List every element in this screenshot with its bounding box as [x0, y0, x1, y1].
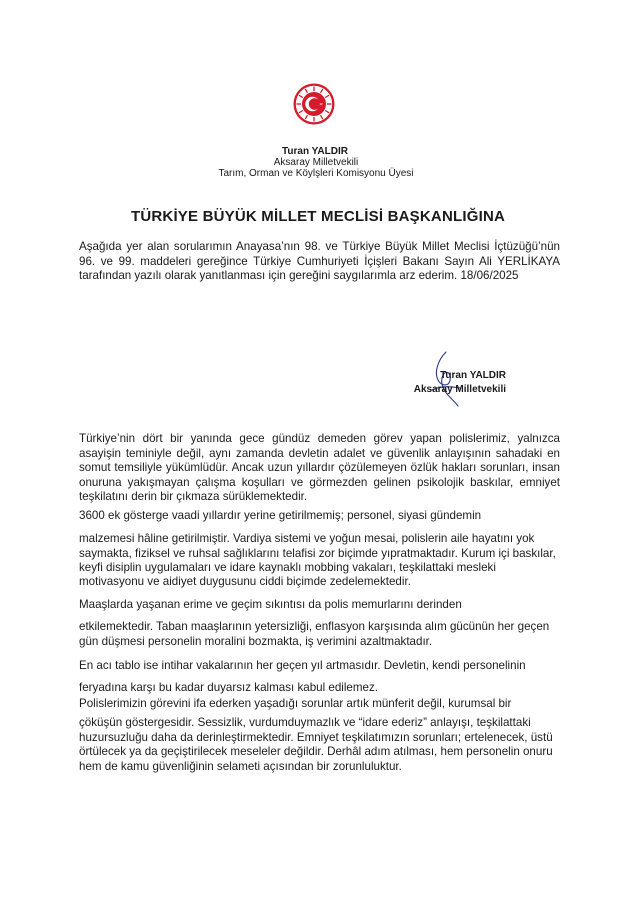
body-paragraph-4-rest: feryadına karşı bu kadar duyarsız kalması kabul edilemez.: [79, 681, 379, 695]
body-paragraph-3-first-line: Maaşlarda yaşanan erime ve geçim sıkıntısı da polis memurlarını derinden: [79, 598, 462, 611]
body-paragraph-1: Türkiye’nin dört bir yanında gece gündüz demeden görev yapan polislerimiz, yalnızca asayişin teminiyle değil, aynı zamanda devletin adalet ve güvenlik anlayışının sahadaki en somut temsiliyle yükümlüdür. Ancak uzun yıllardır çözülemeyen özlük hakları sorunları, insan onuruna yakışmayan çalışma koşulları ve görmezden gelinen psikolojik baskılar, emniyet teşkilatını derin bir çıkmaza sürüklemektedir.: [79, 432, 560, 503]
mp-committee: Tarım, Orman ve Köylşleri Komisyonu Üyesi: [218, 168, 414, 179]
document-title: TÜRKİYE BÜYÜK MİLLET MECLİSİ BAŞKANLIĞINA: [130, 208, 506, 225]
body-paragraph-2: [79, 509, 560, 589]
body-paragraph-5-first-line: Polislerimizin görevini ifa ederken yaşadığı sorunlar artık münferit değil, kurumsal bir: [79, 697, 512, 710]
body-paragraph-3-rest: etkilemektedir. Taban maaşlarının yetersizliği, enflasyon karşısında alım gücünün her geçen gün düşmesi personelin moralini bozmakta, iş verimini azaltmaktadır.: [79, 620, 550, 648]
mp-role: Aksaray Milletvekili: [273, 157, 359, 168]
body-paragraph-2-first-line: 3600 ek gösterge vaadi yıllardır yerine getirilmemiş; personel, siyasi gündemin: [79, 509, 482, 522]
body-paragraph-3: [79, 598, 560, 649]
mp-name: Turan YALDIR: [282, 146, 348, 157]
signature-role: Aksaray Milletvekili: [413, 384, 506, 395]
body-paragraph-5: [79, 697, 560, 774]
signature-block: [394, 350, 534, 410]
tbmm-emblem-icon: [293, 83, 335, 125]
body-paragraph-5-rest: çöküşün göstergesidir. Sessizlik, vurdumduymazlık ve “idare ederiz” anlayışı, teşkilattaki huzursuzluğu daha da derinleştirmektedir. Emniyet teşkilatımızın sorunları; ertelenecek, üstü örtülecek ya da geçiştirilecek meseleler değildir. Derhâl adım atılması, hem personelin onuru hem de kamu güvenliğinin selameti açısından bir zorunluluktur.: [79, 716, 553, 773]
body-paragraph-4: [79, 659, 560, 696]
mp-header: [0, 146, 636, 180]
intro-paragraph: Aşağıda yer alan sorularımın Anayasa’nın 98. ve Türkiye Büyük Millet Meclisi İçtüzüğü’nün 96. ve 99. maddeleri gereğince Türkiye Cumhuriyeti İçişleri Bakanı Sayın Ali YERLİKAYA tarafından yazılı olarak yanıtlanması için gereğini saygılarımla arz ederim. 18/06/2025: [79, 240, 560, 283]
body-paragraph-4-first-line: En acı tablo ise intihar vakalarının her geçen yıl artmasıdır. Devletin, kendi personelinin: [79, 659, 526, 672]
signature-name: Turan YALDIR: [440, 370, 506, 381]
body-paragraph-2-rest: malzemesi hâline getirilmiştir. Vardiya sistemi ve yoğun mesai, polislerin aile hayatını yok saymakta, fiziksel ve ruhsal sağlıklarını telafisi zor biçimde yıpratmaktadır. Kurum içi baskılar, keyfi disiplin uygulamaları ve idare kaynaklı mobbing vakaları, teşkilattaki mesleki motivasyonu ve aidiyet duygusunu ciddi biçimde zedelemektedir.: [79, 532, 556, 589]
